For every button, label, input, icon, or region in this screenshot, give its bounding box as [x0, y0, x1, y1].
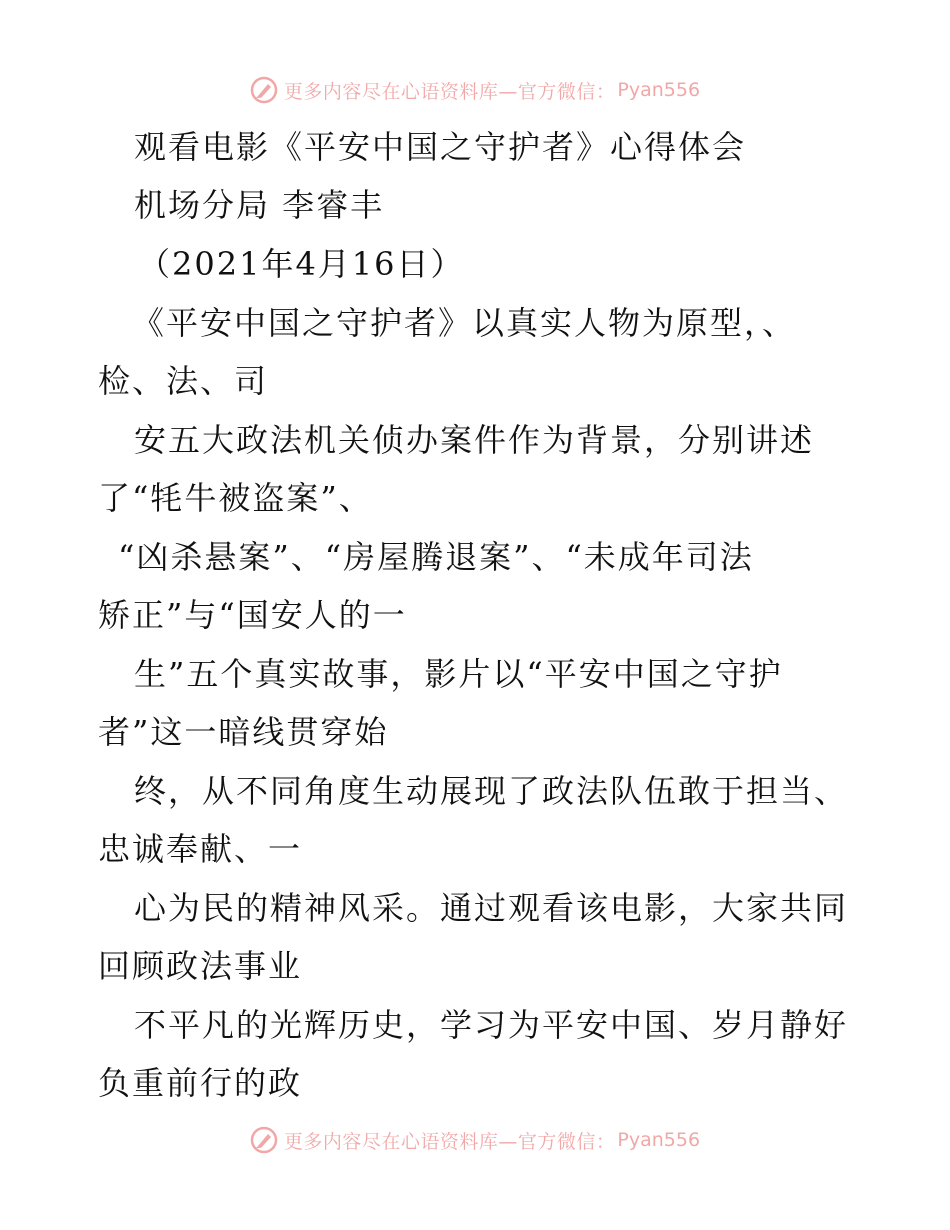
body-line: 忠诚奉献、一 [98, 830, 303, 868]
pen-logo-icon [250, 76, 278, 104]
footer-watermark [0, 1120, 950, 1160]
body-line: 矫正”与“国安人的一 [98, 596, 407, 634]
body-line: 安五大政法机关侦办案件作为背景，分别讲述 [134, 421, 815, 459]
body-line: 不平凡的光辉历史，学习为平安中国、岁月静好 [134, 1006, 849, 1044]
body-line: 检、法、司 [98, 362, 269, 400]
body-line: 者”这一暗线贯穿始 [98, 713, 389, 751]
body-line: 回顾政法事业 [98, 947, 303, 985]
document-date: （2021年4月16日） [138, 245, 465, 283]
watermark-text: 更多内容尽在心语资料库—官方微信： [283, 1130, 616, 1153]
body-line: 负重前行的政 [98, 1064, 303, 1102]
body-line: “凶杀悬案”、“房屋腾退案”、“未成年司法 [118, 538, 754, 576]
document-author: 机场分局 李睿丰 [134, 186, 385, 224]
watermark-wechat-id: Pyan556 [617, 79, 701, 101]
pen-logo-icon [250, 1126, 278, 1154]
body-line: 心为民的精神风采。通过观看该电影，大家共同 [134, 889, 849, 927]
watermark-wechat-id: Pyan556 [617, 1129, 701, 1151]
body-line: 了“牦牛被盗案”、 [98, 479, 373, 517]
watermark-text: 更多内容尽在心语资料库—官方微信： [283, 80, 616, 103]
header-watermark [0, 70, 950, 110]
body-line: 终，从不同角度生动展现了政法队伍敢于担当、 [134, 772, 849, 810]
body-line: 生”五个真实故事，影片以“平安中国之守护 [134, 655, 783, 693]
document-title: 观看电影《平安中国之守护者》心得体会 [134, 128, 747, 166]
body-line: 《平安中国之守护者》以真实人物为原型，、 [132, 304, 797, 342]
